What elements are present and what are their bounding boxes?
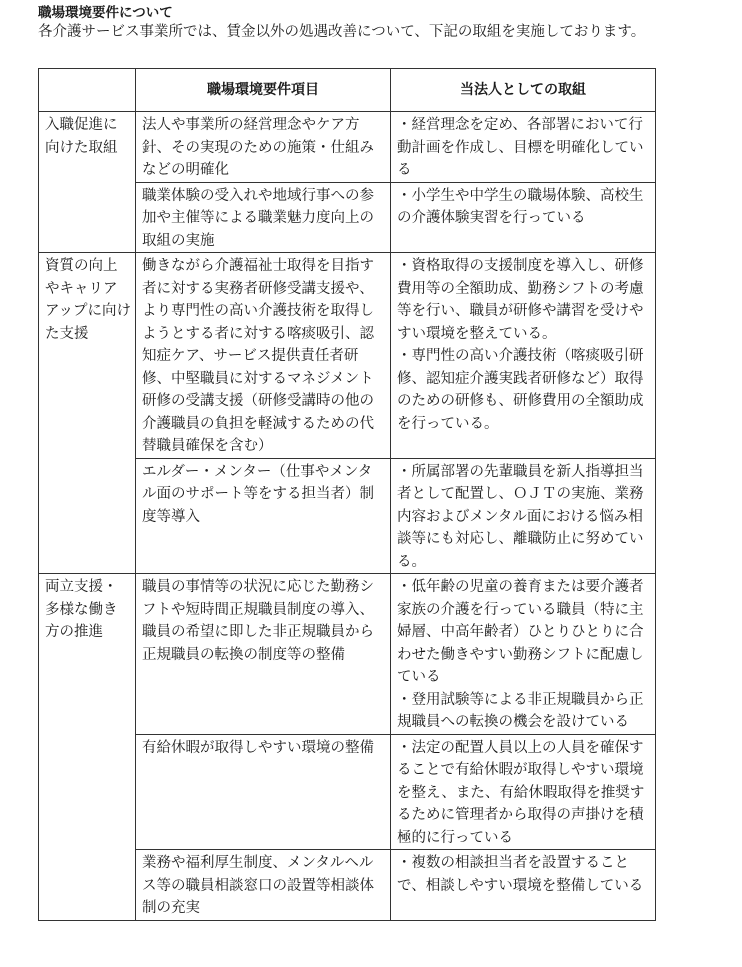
action-bullet: ・小学生や中学生の職場体験、高校生の介護体験実習を行っている [397,187,644,226]
action-cell [391,734,656,850]
header-corporate-action: 当法人としての取組 [391,69,656,112]
requirement-item-cell: 業務や福利厚生制度、メンタルヘルス等の職員相談窓口の設置等相談体制の充実 [136,850,391,921]
header-category [39,69,136,112]
action-bullet: ・複数の相談担当者を設置することで、相談しやすい環境を整備している [397,855,644,894]
requirement-item-cell: 法人や事業所の経営理念やケア方針、その実現のための施策・仕組みなどの明確化 [136,112,391,183]
action-cell [391,574,656,735]
intro-text: 各介護サービス事業所では、賃金以外の処遇改善について、下記の取組を実施しております。 [38,24,646,40]
requirement-item-cell: 職員の事情等の状況に応じた勤務シフトや短時間正規職員制度の導入、職員の希望に即した非正規職員から正規職員の転換の制度等の整備 [136,574,391,735]
table-header-row [39,69,656,112]
action-bullet: ・資格取得の支援制度を導入し、研修費用等の全額助成、勤務シフトの考慮等を行い、職員が研修や講習を受けやすい環境を整えている。 [397,258,644,342]
action-cell [391,112,656,183]
table-row [39,112,656,183]
action-cell [391,850,656,921]
table-row [39,574,656,735]
action-bullet: ・経営理念を定め、各部署において行動計画を作成し、目標を明確化している [397,117,644,178]
table-row [39,253,656,459]
category-cell: 資質の向上やキャリアアップに向けた支援 [39,253,136,574]
requirement-item-cell: 働きながら介護福祉士取得を目指す者に対する実務者研修受講支援や、より専門性の高い介護技術を取得しようとする者に対する喀痰吸引、認知症ケア、サービス提供責任者研修、中堅職員に対するマネジメント研修の受講支援（研修受講時の他の介護職員の負担を軽減するための代替職員確保を含む） [136,253,391,459]
action-cell [391,458,656,574]
requirement-item-cell: 職業体験の受入れや地域行事への参加や主催等による職業魅力度向上の取組の実施 [136,182,391,253]
action-bullet: ・専門性の高い介護技術（喀痰吸引研修、認知症介護実践者研修など）取得のための研修も、研修費用の全額助成を行っている。 [397,348,644,432]
requirement-item-cell: エルダー・メンター（仕事やメンタル面のサポート等をする担当者）制度等導入 [136,458,391,574]
action-cell [391,253,656,459]
category-cell: 入職促進に向けた取組 [39,112,136,253]
action-bullet: ・所属部署の先輩職員を新人指導担当者として配置し、ＯＪＴの実施、業務内容およびメンタル面における悩み相談等にも対応し、離職防止に努めている。 [397,463,644,570]
action-bullet: ・法定の配置人員以上の人員を確保することで有給休暇が取得しやすい環境を整え、また、有給休暇取得を推奨するために管理者から取得の声掛けを積極的に行っている [397,739,645,846]
requirements-table [38,68,656,921]
action-cell [391,182,656,253]
requirement-item-cell: 有給休暇が取得しやすい環境の整備 [136,734,391,850]
action-bullet: ・登用試験等による非正規職員から正規職員への転換の機会を設けている [397,691,644,730]
action-bullet: ・低年齢の児童の養育または要介護者家族の介護を行っている職員（特に主婦層、中高年齢者）ひとりひとりに合わせた働きやすい勤務シフトに配慮している [397,579,644,685]
header-requirement-item: 職場環境要件項目 [136,69,391,112]
page-title: 職場環境要件について [38,5,173,21]
category-cell: 両立支援・多様な働き方の推進 [39,574,136,921]
